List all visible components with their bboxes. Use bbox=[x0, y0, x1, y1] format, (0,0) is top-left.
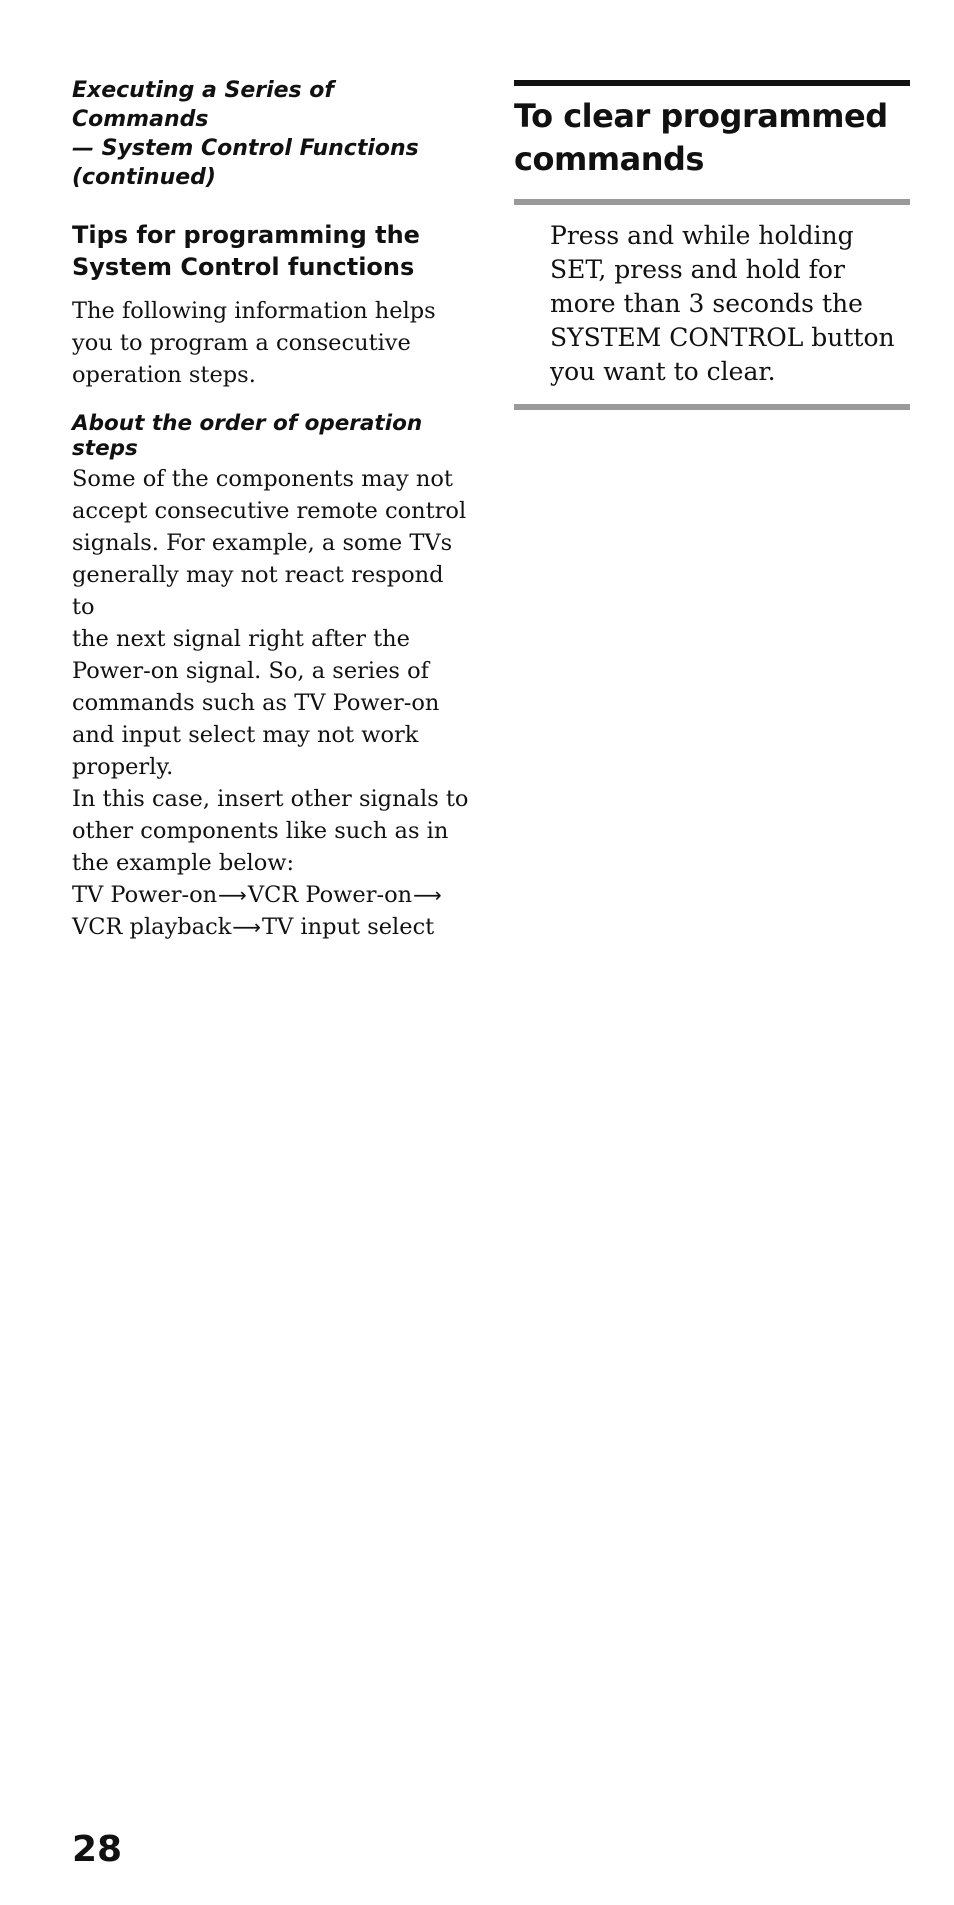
section-reference-heading bbox=[72, 76, 472, 192]
arrow-right-icon: ⟶ bbox=[232, 915, 262, 939]
body-line: properly. bbox=[72, 754, 174, 780]
page-number: 28 bbox=[72, 1829, 123, 1870]
top-rule bbox=[514, 80, 910, 86]
section-ref-line: Executing a Series of Commands bbox=[72, 78, 334, 132]
clear-heading-line: commands bbox=[514, 140, 704, 178]
body-line: commands such as TV Power-on bbox=[72, 690, 440, 716]
body-line: Some of the components may not bbox=[72, 466, 453, 492]
intro-paragraph bbox=[72, 295, 472, 391]
clear-commands-heading bbox=[514, 95, 910, 181]
intro-line: The following information helps bbox=[72, 298, 436, 324]
arrow-right-icon: ⟶ bbox=[218, 883, 247, 907]
flow-line-1 bbox=[72, 879, 472, 911]
tips-heading-line: Tips for programming the bbox=[72, 221, 420, 249]
tips-heading-line: System Control functions bbox=[72, 253, 415, 281]
arrow-right-icon: ⟶ bbox=[413, 883, 442, 907]
flow-step-vcr-power-on: VCR Power-on bbox=[247, 882, 413, 908]
instruction-line: you want to clear. bbox=[550, 357, 776, 386]
heading-divider bbox=[514, 199, 910, 205]
flow-step-tv-input-select: TV input select bbox=[262, 914, 435, 940]
body-line: accept consecutive remote control bbox=[72, 498, 467, 524]
tips-heading bbox=[72, 219, 472, 283]
subheading-line: About the order of operation bbox=[72, 411, 423, 436]
section-ref-line: (continued) bbox=[72, 165, 216, 190]
flow-step-vcr-playback: VCR playback bbox=[72, 914, 232, 940]
body-line: other components like such as in bbox=[72, 818, 449, 844]
flow-line-2 bbox=[72, 911, 472, 943]
instruction-line: SYSTEM CONTROL button bbox=[550, 323, 895, 352]
order-body bbox=[72, 463, 472, 943]
order-subheading bbox=[72, 411, 472, 461]
body-line: signals. For example, a some TVs bbox=[72, 530, 453, 556]
body-line: the next signal right after the bbox=[72, 626, 410, 652]
clear-instruction bbox=[550, 219, 910, 389]
bottom-rule bbox=[514, 404, 910, 410]
instruction-line: SET, press and hold for bbox=[550, 255, 845, 284]
body-line: generally may not react respond to bbox=[72, 562, 444, 620]
instruction-line: Press and while holding bbox=[550, 221, 854, 250]
body-line: Power-on signal. So, a series of bbox=[72, 658, 429, 684]
flow-step-tv-power-on: TV Power-on bbox=[72, 882, 218, 908]
intro-line: operation steps. bbox=[72, 362, 256, 388]
subheading-line: steps bbox=[72, 436, 138, 461]
clear-heading-line: To clear programmed bbox=[514, 97, 888, 135]
intro-line: you to program a consecutive bbox=[72, 330, 411, 356]
section-ref-line: — System Control Functions bbox=[72, 136, 419, 161]
instruction-line: more than 3 seconds the bbox=[550, 289, 863, 318]
body-line: and input select may not work bbox=[72, 722, 419, 748]
body-line: In this case, insert other signals to bbox=[72, 786, 469, 812]
right-column bbox=[514, 80, 910, 410]
body-line: the example below: bbox=[72, 850, 295, 876]
left-column bbox=[72, 76, 472, 943]
